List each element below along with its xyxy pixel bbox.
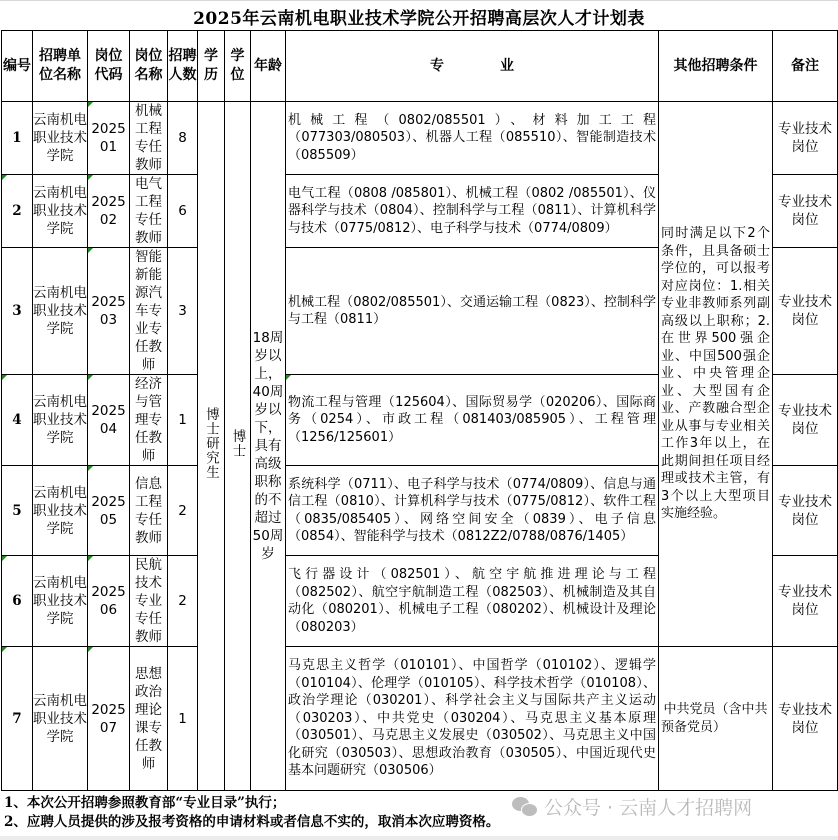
cell-no[interactable]: 5	[2, 466, 33, 556]
cell-unit[interactable]: 云南机电职业技术学院	[33, 248, 88, 375]
cell-count[interactable]: 8	[168, 102, 198, 175]
cell-no[interactable]: 2	[2, 175, 33, 248]
cell-major[interactable]: 物流工程与管理（125604）、国际贸易学（020206）、国际商务（0254）、市政工程（081403/085905）、工程管理（1256/125601）	[286, 375, 659, 466]
cell-major[interactable]: 马克思主义哲学（010101）、中国哲学（010102）、逻辑学（010104）、伦理学（010105）、科学技术哲学（010108）、政治学理论（030201）、科学社会主义与国际共产主义运动（030203）、中共党史（030204）、马克思主义基本原理（030501）、马克思主义发展史（030502）、马克思主义中国化研究（030503）、思想政治教育（030505）、中国近现代史基本问题研究（030506）	[286, 647, 659, 791]
bottom-border	[0, 836, 838, 840]
cell-major[interactable]: 飞行器设计（082501）、航空宇航推进理论与工程（082502）、航空宇航制造工程（082503）、机械制造及其自动化（080201）、机械电子工程（080202）、机械设计及理论（080203）	[286, 556, 659, 647]
cell-unit[interactable]: 云南机电职业技术学院	[33, 466, 88, 556]
cell-code[interactable]: 202506	[88, 556, 130, 647]
cell-code[interactable]: 202505	[88, 466, 130, 556]
notes	[0, 786, 838, 840]
recruitment-plan-table	[1, 30, 838, 791]
cell-code[interactable]: 202504	[88, 375, 130, 466]
header-unit: 招聘单位名称	[33, 31, 88, 102]
header-count: 招聘人数	[168, 31, 198, 102]
cell-unit[interactable]: 云南机电职业技术学院	[33, 175, 88, 248]
cell-count[interactable]: 1	[168, 375, 198, 466]
cell-post[interactable]: 思想政治理论课专任教师	[130, 647, 168, 791]
cell-code[interactable]: 202502	[88, 175, 130, 248]
watermark-text: 公众号 · 云南人才招聘网	[544, 797, 753, 819]
cell-remark[interactable]: 专业技术岗位	[773, 248, 838, 375]
header-post: 岗位名称	[130, 31, 168, 102]
header-row	[2, 31, 838, 102]
header-education: 学历	[198, 31, 225, 102]
header-major: 专 业	[286, 31, 659, 102]
cell-no[interactable]: 3	[2, 248, 33, 375]
cell-degree-merged[interactable]	[225, 102, 251, 791]
cell-post[interactable]: 机械工程专任教师	[130, 102, 168, 175]
cell-post[interactable]: 信息工程专任教师	[130, 466, 168, 556]
cell-code[interactable]: 202507	[88, 647, 130, 791]
cell-major[interactable]: 机械工程（0802/085501）、交通运输工程（0823）、控制科学与工程（0811）	[286, 248, 659, 375]
cell-remark[interactable]: 专业技术岗位	[773, 102, 838, 175]
table-row	[2, 647, 838, 791]
table-row	[2, 102, 838, 175]
cell-post[interactable]: 民航技术专业专任教师	[130, 556, 168, 647]
cell-major[interactable]: 机械工程（0802/085501）、材料加工工程（077303/080503）、机器人工程（085510）、智能制造技术（085509）	[286, 102, 659, 175]
cell-count[interactable]: 3	[168, 248, 198, 375]
cell-unit[interactable]: 云南机电职业技术学院	[33, 647, 88, 791]
cell-unit[interactable]: 云南机电职业技术学院	[33, 102, 88, 175]
cell-major[interactable]: 系统科学（0711）、电子科学与技术（0774/0809）、信息与通信工程（0810）、计算机科学与技术（0775/0812）、软件工程（0835/085405）、网络空间安全（0839）、电子信息（0854）、智能科学与技术（0812Z2/0788/0876/1405）	[286, 466, 659, 556]
cell-remark[interactable]: 专业技术岗位	[773, 556, 838, 647]
cell-education-merged[interactable]	[198, 102, 225, 791]
cell-no[interactable]: 7	[2, 647, 33, 791]
cell-post[interactable]: 经济与管理专任教师	[130, 375, 168, 466]
header-age: 年龄	[251, 31, 286, 102]
cell-remark[interactable]: 专业技术岗位	[773, 175, 838, 248]
cell-no[interactable]: 4	[2, 375, 33, 466]
cell-major[interactable]: 电气工程（0808 /085801）、机械工程（0802 /085501）、仪器科学与技术（0804）、控制科学与工程（0811）、计算机科学与技术（0775/0812）、电子科学与技术（0774/0809）	[286, 175, 659, 248]
cell-no[interactable]: 1	[2, 102, 33, 175]
note-2: 2、应聘人员提供的涉及报考资格的申请材料或者信息不实的，取消本次应聘资格。	[4, 814, 500, 830]
cell-count[interactable]: 2	[168, 466, 198, 556]
cell-unit[interactable]: 云南机电职业技术学院	[33, 375, 88, 466]
cell-code[interactable]: 202503	[88, 248, 130, 375]
cell-code[interactable]: 202501	[88, 102, 130, 175]
note-1: 1、本次公开招聘参照教育部“专业目录”执行；	[4, 795, 286, 811]
cell-no[interactable]: 6	[2, 556, 33, 647]
page-title: 2025年云南机电职业技术学院公开招聘高层次人才计划表	[0, 0, 838, 31]
degree-text: 博士	[229, 429, 246, 458]
header-no: 编号	[2, 31, 33, 102]
header-degree: 学位	[225, 31, 251, 102]
cell-unit[interactable]: 云南机电职业技术学院	[33, 556, 88, 647]
cell-age-merged[interactable]: 18周岁以上，40周岁以下，具有高级职称的不超过50周岁	[251, 102, 286, 791]
cell-remark[interactable]: 专业技术岗位	[773, 466, 838, 556]
cell-remark[interactable]: 专业技术岗位	[773, 375, 838, 466]
cell-count[interactable]: 1	[168, 647, 198, 791]
header-code: 岗位代码	[88, 31, 130, 102]
cell-remark[interactable]: 专业技术岗位	[773, 647, 838, 791]
cell-post[interactable]: 电气工程专任教师	[130, 175, 168, 248]
cell-other-conditions[interactable]: 中共党员（含中共预备党员）	[659, 647, 773, 791]
education-text: 博士研究生	[203, 407, 219, 480]
cell-count[interactable]: 6	[168, 175, 198, 248]
cell-count[interactable]: 2	[168, 556, 198, 647]
header-remark: 备注	[773, 31, 838, 102]
cell-post[interactable]: 智能新能源汽车专业专任教师	[130, 248, 168, 375]
cell-other-conditions-merged[interactable]: 同时满足以下2个条件，且具备硕士学位的，可以报考对应岗位：1.相关专业非教师系列副高级以上职称；2.在世界500强企业、中国500强企业、中央管理企业、大型国有企业、产教融合型企业从事与专业相关工作3年以上，在此期间担任项目经理或技术主管，有3个以上大型项目实施经验。	[659, 102, 773, 647]
header-other: 其他招聘条件	[659, 31, 773, 102]
